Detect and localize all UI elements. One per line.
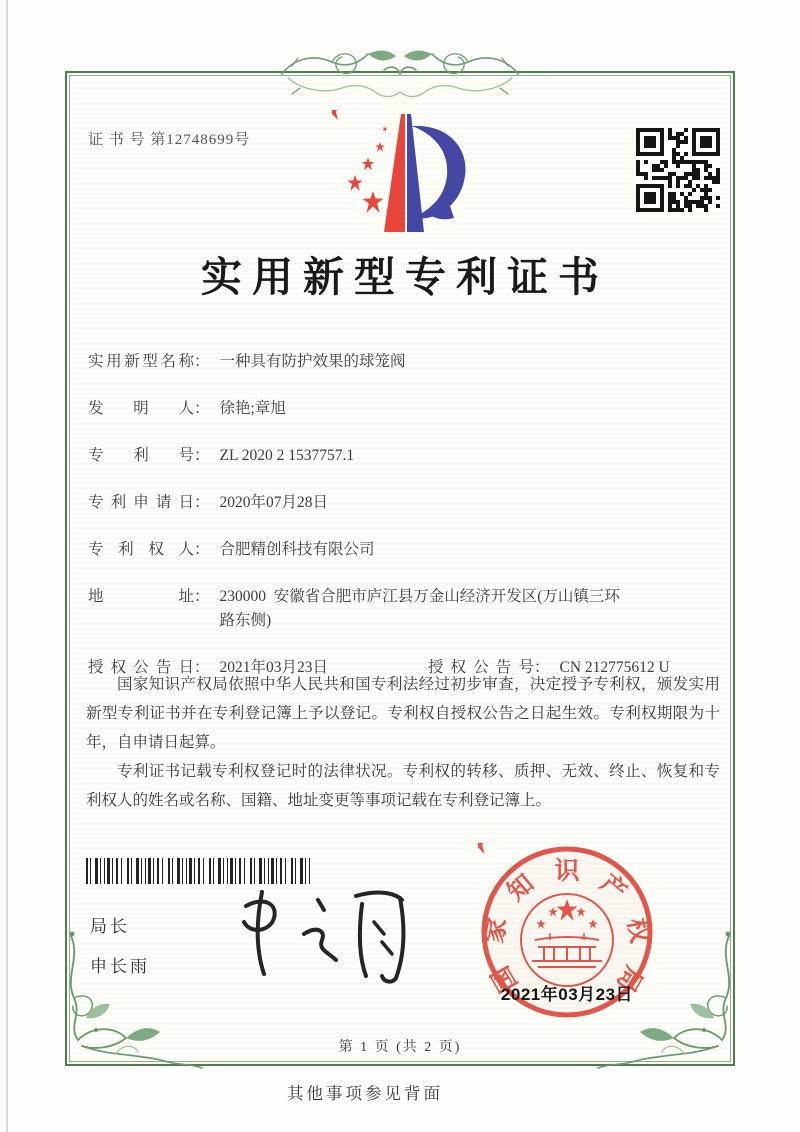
field-colon: ： [194, 353, 210, 370]
certificate-number: 证 书 号 第12748699号 [88, 132, 251, 148]
legal-paragraph: 专利证书记载专利权登记时的法律状况。专利权的转移、质押、无效、终止、恢复和专利权人的姓名或名称、国籍、地址变更等事项记载在专利登记簿上。 [86, 763, 720, 809]
qr-code [636, 128, 720, 212]
field-row-address [88, 585, 724, 633]
field-colon: ： [194, 447, 210, 464]
field-colon: ： [194, 541, 210, 558]
field-row-title-name [88, 350, 724, 374]
svg-text:权: 权 [621, 915, 653, 946]
field-value: ZL 2020 2 1537757.1 [219, 447, 355, 464]
field-value: 徐艳;章旭 [219, 400, 286, 417]
director-signature [218, 878, 428, 988]
svg-text:家: 家 [481, 915, 513, 946]
svg-text:产: 产 [594, 869, 632, 907]
svg-text:国: 国 [487, 961, 524, 997]
director-block [90, 912, 150, 992]
field-colon: ： [194, 494, 210, 511]
field-colon: ： [194, 659, 210, 676]
svg-text:局: 局 [610, 961, 647, 997]
field-value: 2020年07月28日 [219, 494, 329, 511]
field-row-patentee [88, 538, 724, 562]
back-side-note: 其他事项参见背面 [287, 1084, 443, 1103]
field-label: 发明人 [88, 400, 194, 417]
cnipa-logo-icon [332, 110, 472, 238]
field-row-filing-date [88, 491, 724, 515]
field-label: 专利号 [88, 447, 194, 464]
field-value: CN 212775612 U [559, 659, 670, 676]
field-label: 专利权人 [88, 541, 194, 558]
field-label: 授权公告日 [88, 659, 194, 676]
svg-text:知: 知 [502, 869, 540, 907]
field-label: 地址 [88, 588, 194, 605]
legal-text [86, 670, 720, 815]
field-colon: ： [194, 400, 210, 417]
legal-paragraph: 国家知识产权局依照中华人民共和国专利法经过初步审查，决定授予专利权，颁发实用新型专利证书并在专利登记簿上予以登记。专利权自授权公告之日起生效。专利权期限为十年，自申请日起算。 [86, 676, 720, 751]
certificate-title: 实用新型专利证书 [201, 254, 609, 300]
field-label: 授权公告号 [428, 659, 534, 676]
field-value: 一种具有防护效果的球笼阀 [219, 353, 406, 370]
field-colon: ： [194, 588, 210, 605]
field-row-patent-number [88, 444, 724, 468]
scan-edge-line [6, 0, 8, 1132]
svg-text:识: 识 [554, 858, 580, 885]
field-value: 合肥精创科技有限公司 [219, 541, 375, 558]
field-label: 专利申请日 [88, 494, 194, 511]
seal-date: 2021年03月23日 [500, 985, 634, 1004]
field-colon: ： [534, 659, 550, 676]
field-list [88, 350, 724, 703]
field-label: 实用新型名称 [88, 353, 194, 370]
director-title: 局长 [90, 917, 130, 936]
field-row-inventor [88, 397, 724, 421]
field-value: 2021年03月23日 [219, 659, 329, 676]
director-name: 申长雨 [90, 957, 150, 976]
field-value: 230000 安徽省合肥市庐江县万金山经济开发区(万山镇三环路东侧) [219, 588, 620, 629]
page-number: 第 1 页 (共 2 页) [338, 1040, 462, 1055]
